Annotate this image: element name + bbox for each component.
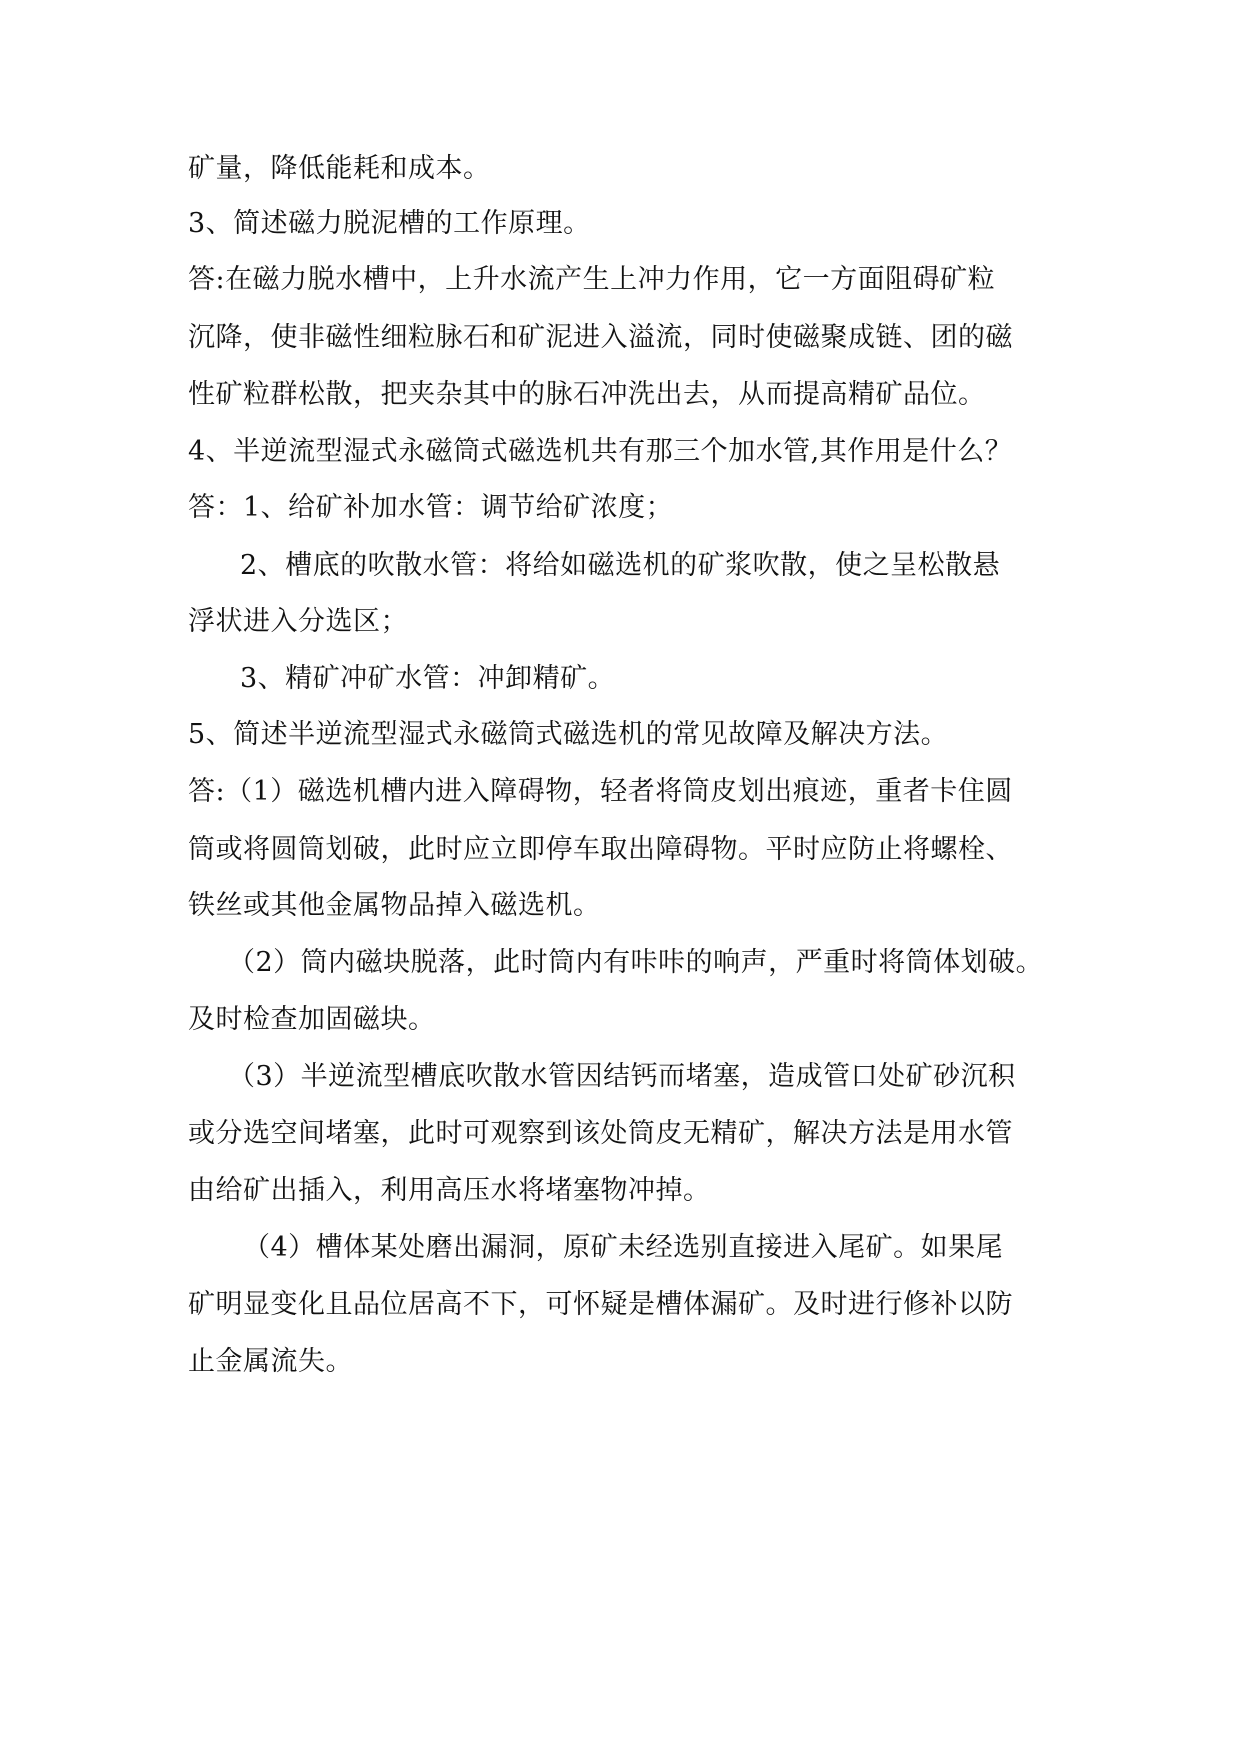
answer-3-line: 性矿粒群松散，把夹杂其中的脉石冲洗出去，从而提高精矿品位。 <box>188 379 986 410</box>
question-3-heading: 3、简述磁力脱泥槽的工作原理。 <box>188 208 591 239</box>
answer-5-line: 及时检查加固磁块。 <box>188 1004 436 1035</box>
answer-4-line: 浮状进入分选区； <box>188 606 408 637</box>
answer-3-line: 答:在磁力脱水槽中，上升水流产生上冲力作用，它一方面阻碍矿粒 <box>188 264 996 295</box>
answer-5-line: （2）筒内磁块脱落，此时筒内有咔咔的响声，严重时将筒体划破。 <box>228 947 1044 978</box>
question-5-heading: 5、简述半逆流型湿式永磁筒式磁选机的常见故障及解决方法。 <box>188 719 949 750</box>
answer-5-line: 或分选空间堵塞，此时可观察到该处筒皮无精矿，解决方法是用水管 <box>188 1118 1013 1149</box>
answer-5-line: 止金属流失。 <box>188 1346 353 1377</box>
answer-4-line: 2、槽底的吹散水管：将给如磁选机的矿浆吹散，使之呈松散悬 <box>240 550 1001 581</box>
answer-5-line: 矿明显变化且品位居高不下，可怀疑是槽体漏矿。及时进行修补以防 <box>188 1289 1013 1320</box>
answer-4-line: 3、精矿冲矿水管：冲卸精矿。 <box>240 663 616 694</box>
answer-4-line: 答：1、给矿补加水管：调节给矿浓度； <box>188 492 674 523</box>
answer-5-line: 由给矿出插入，利用高压水将堵塞物冲掉。 <box>188 1175 711 1206</box>
answer-5-line: 铁丝或其他金属物品掉入磁选机。 <box>188 890 601 921</box>
answer-5-line: 答:（1）磁选机槽内进入障碍物，轻者将筒皮划出痕迹，重者卡住圆 <box>188 776 1013 807</box>
answer-5-line: （4）槽体某处磨出漏洞，原矿未经选别直接进入尾矿。如果尾 <box>243 1232 1004 1263</box>
answer-3-line: 沉降，使非磁性细粒脉石和矿泥进入溢流，同时使磁聚成链、团的磁 <box>188 322 1013 353</box>
text-line: 矿量，降低能耗和成本。 <box>188 153 491 184</box>
answer-5-line: 筒或将圆筒划破，此时应立即停车取出障碍物。平时应防止将螺栓、 <box>188 834 1013 865</box>
question-4-heading: 4、半逆流型湿式永磁筒式磁选机共有那三个加水管,其作用是什么？ <box>188 436 1013 467</box>
answer-5-line: （3）半逆流型槽底吹散水管因结钙而堵塞，造成管口处矿砂沉积 <box>228 1061 1016 1092</box>
